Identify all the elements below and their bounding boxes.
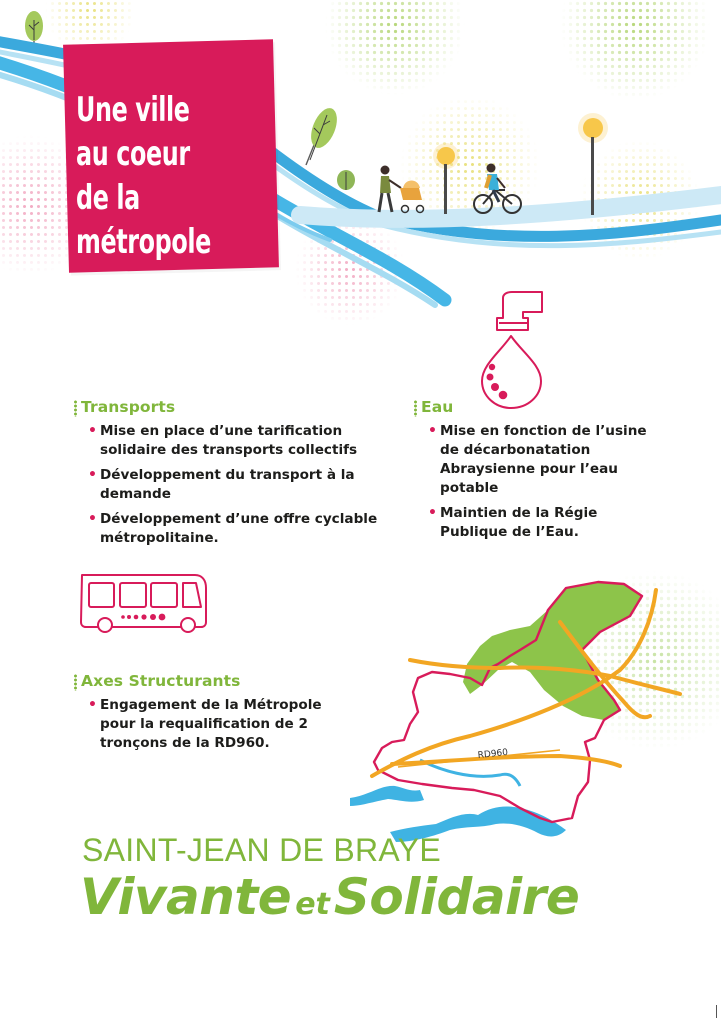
eau-list <box>428 422 648 548</box>
tree-icon-top-left <box>25 11 43 45</box>
section-title-transports: Transports <box>81 398 176 416</box>
dot-pattern-top-center <box>320 0 470 95</box>
transports-list <box>88 422 378 554</box>
list-item: • Mise en fonction de l’usine de décarbonatation Abraysienne pour l’eau potable <box>428 422 648 498</box>
title-line-2: au coeur <box>76 134 190 174</box>
footer-slogan <box>80 868 579 926</box>
section-title-axes: Axes Structurants <box>81 672 241 690</box>
title-line-1: Une ville <box>76 90 190 130</box>
list-item: • Développement du transport à la demande <box>88 466 378 504</box>
slogan-word-2: Solidaire <box>333 868 580 926</box>
list-item: • Développement d’une offre cyclable métropolitaine. <box>88 510 378 548</box>
title-line-3: de la <box>76 178 140 218</box>
footer-city-name: SAINT-JEAN DE BRAYE <box>82 832 441 868</box>
bus-dots <box>121 614 165 621</box>
bus-icon <box>81 575 206 632</box>
section-title-eau: Eau <box>421 398 454 416</box>
bush-icon <box>337 170 355 190</box>
slogan-et: et <box>295 887 330 922</box>
water-drop-icon <box>482 292 542 408</box>
list-item: • Mise en place d’une tarification solidaire des transports collectifs <box>88 422 378 460</box>
list-item: • Engagement de la Métropole pour la requalification de 2 tronçons de la RD960. <box>88 696 333 753</box>
water-drop-dots <box>487 364 508 400</box>
title-line-4: métropole <box>76 222 211 262</box>
slogan-word-1: Vivante <box>80 868 292 926</box>
map-road-label: RD960 <box>477 747 509 761</box>
page-edge-mark <box>716 1005 717 1018</box>
page-title <box>76 88 224 264</box>
tree-icon-path <box>306 104 342 165</box>
list-item: • Maintien de la Régie Publique de l’Eau. <box>428 504 648 542</box>
axes-list <box>88 696 333 759</box>
dot-pattern-top-right <box>555 0 721 100</box>
